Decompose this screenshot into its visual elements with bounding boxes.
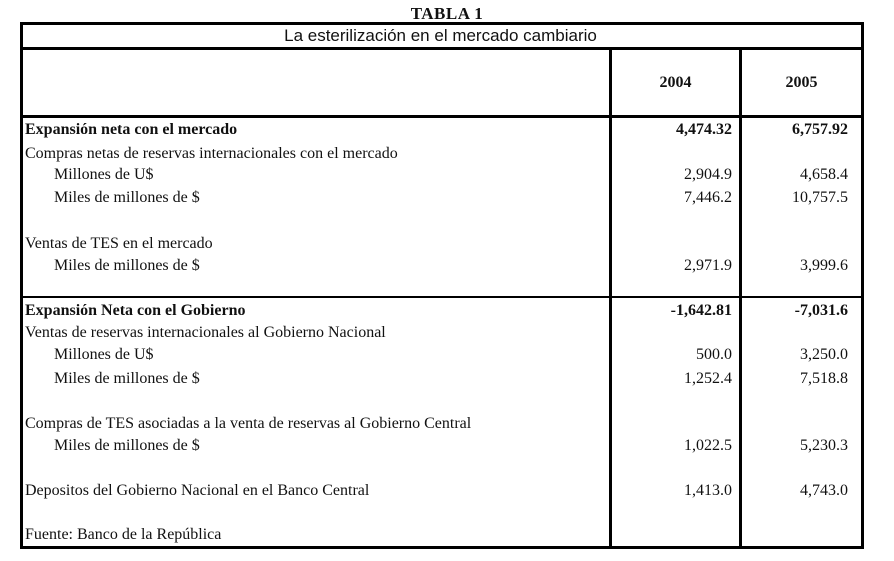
row-label: Millones de U$ <box>54 166 154 183</box>
header-divider <box>20 115 864 118</box>
table-title: La esterilización en el mercado cambiario <box>284 26 597 45</box>
cell-2005: 5,230.3 <box>800 437 848 454</box>
cell-2005: 6,757.92 <box>792 121 848 138</box>
cell-2005: 7,518.8 <box>800 370 848 387</box>
table-frame <box>20 22 864 549</box>
row-label: Expansión neta con el mercado <box>25 121 238 138</box>
cell-2005: -7,031.6 <box>794 302 848 319</box>
cell-2005: 10,757.5 <box>792 189 848 206</box>
row-label: Miles de millones de $ <box>54 437 200 454</box>
title-divider <box>20 47 864 50</box>
row-label: Ventas de TES en el mercado <box>25 235 213 252</box>
cell-2004: 500.0 <box>696 346 732 363</box>
row-label: Millones de U$ <box>54 346 154 363</box>
cell-2005: 3,999.6 <box>800 257 848 274</box>
cell-2004: -1,642.81 <box>670 302 732 319</box>
row-label: Miles de millones de $ <box>54 370 200 387</box>
cell-2004: 2,904.9 <box>684 166 732 183</box>
source-note: Fuente: Banco de la República <box>25 526 222 543</box>
column-header-2004: 2004 <box>659 74 692 91</box>
cell-2004: 1,413.0 <box>684 482 732 499</box>
cell-2004: 2,971.9 <box>684 257 732 274</box>
cell-2004: 1,252.4 <box>684 370 732 387</box>
cell-2005: 4,743.0 <box>800 482 848 499</box>
column-header-2005: 2005 <box>785 74 818 91</box>
cell-2004: 1,022.5 <box>684 437 732 454</box>
cell-2005: 4,658.4 <box>800 166 848 183</box>
row-label: Miles de millones de $ <box>54 257 200 274</box>
table-caption: TABLA 1 <box>410 4 484 23</box>
section-divider <box>20 296 864 298</box>
cell-2004: 4,474.32 <box>676 121 732 138</box>
cell-2004: 7,446.2 <box>684 189 732 206</box>
row-label: Compras netas de reservas internacionales con el mercado <box>25 145 398 162</box>
cell-2005: 3,250.0 <box>800 346 848 363</box>
row-label: Depositos del Gobierno Nacional en el Banco Central <box>25 482 370 499</box>
row-label: Expansión Neta con el Gobierno <box>25 302 246 319</box>
row-label: Compras de TES asociadas a la venta de reservas al Gobierno Central <box>25 415 472 432</box>
row-label: Miles de millones de $ <box>54 189 200 206</box>
row-label: Ventas de reservas internacionales al Gobierno Nacional <box>25 324 386 341</box>
